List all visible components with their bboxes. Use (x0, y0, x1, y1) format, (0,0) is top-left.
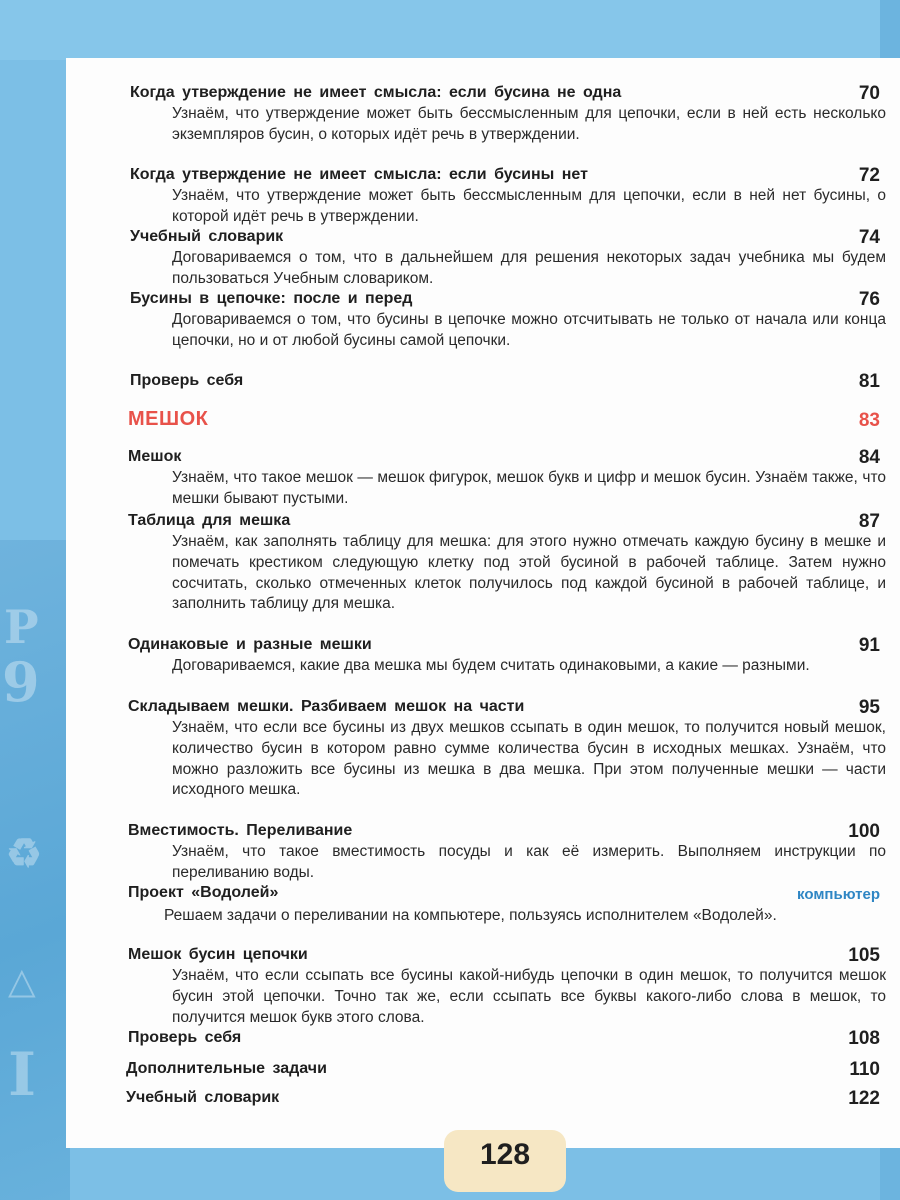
toc-entry-description: Узнаём, что утверждение может быть бессмысленным для цепочки, если в ней есть несколько экземпляров бусин, о которых идёт речь в утверждении. (172, 105, 886, 143)
decor-digit-icon: 9 (2, 650, 40, 714)
toc-entry-description: Узнаём, что такое вместимость посуды и как её измерить. Выполняем инструкции по переливанию воды. (172, 843, 886, 881)
toc-entry-title: Одинаковые и разные мешки (128, 636, 372, 653)
toc-entry-title: Бусины в цепочке: после и перед (130, 290, 413, 307)
toc-entry-title: Учебный словарик (126, 1089, 280, 1106)
toc-entry-page: 81 (858, 371, 880, 392)
toc-entry-title: Проверь себя (128, 1029, 242, 1046)
toc-entry-page: 108 (848, 1028, 880, 1049)
toc-entry-title: Таблица для мешка (128, 512, 291, 529)
toc-entry-description: Решаем задачи о переливании на компьютере, пользуясь исполнителем «Водолей». (164, 907, 777, 924)
toc-entry-page: 72 (858, 165, 880, 186)
toc-entry-page: 87 (858, 511, 880, 532)
background-top (0, 0, 900, 60)
decor-letter-icon: I (8, 1040, 37, 1110)
toc-entry-title: Проект «Водолей» (128, 884, 279, 901)
toc-entry-description: Узнаём, что утверждение может быть бессмысленным для цепочки, если в ней нет бусины, о которой идёт речь в утверждении. (172, 187, 886, 225)
toc-entry-title: Когда утверждение не имеет смысла: если бусина не одна (130, 84, 622, 101)
toc-entry-description: Договариваемся о том, что бусины в цепочке можно отсчитывать не только от начала или конца цепочки, но и от любой бусины самой цепочки. (172, 311, 886, 349)
table-of-contents (66, 58, 900, 1148)
toc-entry-description: Узнаём, как заполнять таблицу для мешка: для этого нужно отмечать каждую бусину в мешке и помечать крестиком следующую клетку под этой бусиной в рабочей таблице. Затем нужно сосчитать, сколько отмеченных клеток получилось под каждой бусиной в рабочей таблице, и заполнить таблицу для мешка. (172, 533, 886, 613)
toc-entry-page: 105 (848, 945, 880, 966)
toc-entry-page: 122 (848, 1088, 880, 1109)
toc-entry-description: Узнаём, что если все бусины из двух мешков ссыпать в один мешок, то получится новый мешок, количество бусин в котором равно сумме количества бусин в исходных мешках. Узнаём, что можно разложить все бусины из мешка в два мешка. При этом полученные мешки — части исходного мешка. (172, 719, 886, 799)
toc-entry-page: 70 (858, 83, 880, 104)
computer-tag: компьютер (797, 886, 880, 903)
toc-entry-description: Узнаём, что если ссыпать все бусины какой-нибудь цепочки в один мешок, то получится мешок бусин этой цепочки. Точно так же, если ссыпать все буквы какого-либо слова в мешок, то получится мешок букв этого слова. (172, 967, 886, 1026)
toc-entry-description: Узнаём, что такое мешок — мешок фигурок, мешок букв и цифр и мешок бусин. Узнаём также, что мешки бывают пустыми. (172, 469, 886, 507)
toc-entry-title: Дополнительные задачи (126, 1060, 327, 1077)
toc-entry-page: 74 (858, 227, 880, 248)
toc-entry-page: 95 (858, 697, 880, 718)
toc-entry-title: Мешок бусин цепочки (128, 946, 308, 963)
page-number: 128 (479, 1138, 531, 1171)
toc-entry-title: Учебный словарик (130, 228, 284, 245)
section-title: МЕШОК (128, 408, 209, 430)
toc-entry-title: Вместимость. Переливание (128, 822, 353, 839)
toc-entry-description: Договариваемся, какие два мешка мы будем считать одинаковыми, а какие — разными. (172, 657, 810, 674)
toc-entry-title: Складываем мешки. Разбиваем мешок на части (128, 698, 525, 715)
book-page (66, 58, 900, 1148)
toc-entry-page: 91 (858, 635, 880, 656)
section-page: 83 (858, 410, 880, 431)
toc-entry-title: Проверь себя (130, 372, 244, 389)
toc-entry-page: 84 (858, 447, 880, 468)
toc-entry-page: 110 (849, 1059, 880, 1080)
toc-entry-page: 100 (848, 821, 880, 842)
toc-entry-title: Когда утверждение не имеет смысла: если бусины нет (130, 166, 588, 183)
toc-entry-description: Договариваемся о том, что в дальнейшем для решения некоторых задач учебника мы будем пользоваться Учебным словариком. (172, 249, 886, 287)
toc-entry-page: 76 (858, 289, 880, 310)
decor-recycle-icon: ♻ (6, 830, 42, 877)
toc-entry-title: Мешок (128, 448, 182, 465)
decor-digit-icon: P (4, 600, 39, 654)
decor-triangle-icon: △ (8, 960, 36, 1002)
